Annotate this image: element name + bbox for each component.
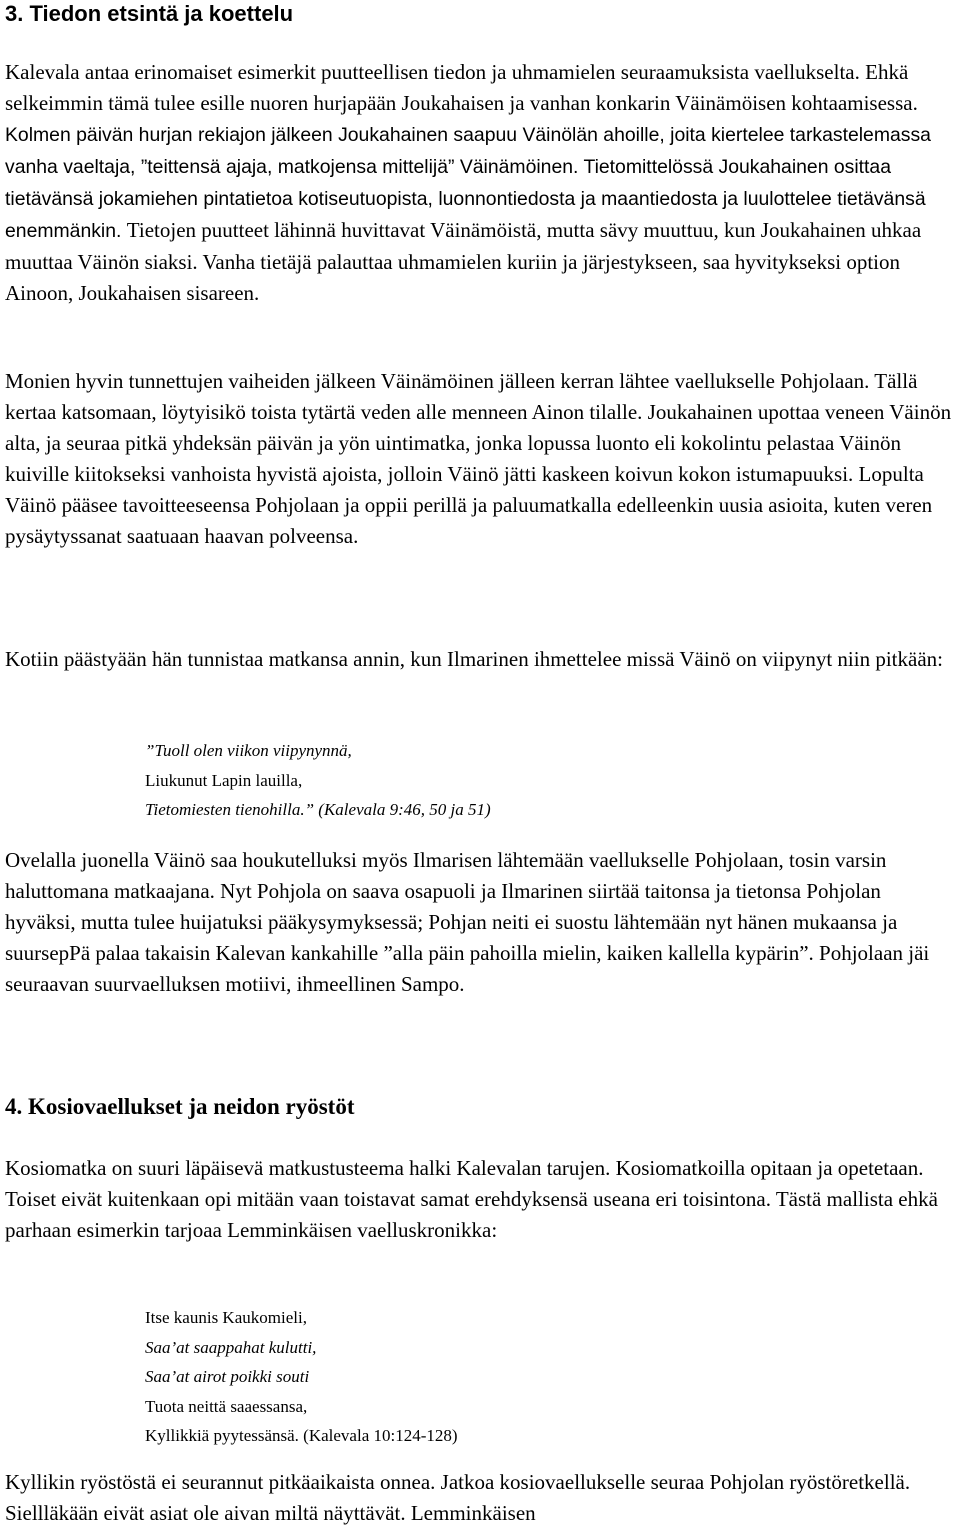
paragraph-2-text: Monien hyvin tunnettujen vaiheiden jälkeen Väinämöinen jälleen kerran lähtee vaellukselle Pohjolaan. Tällä kertaa katsomaan, löytyisikö toista tytärtä veden alle menneen Ainon tilalle. Joukahainen upottaa veneen Väinön alta, ja seuraa pitkä yhdeksän päivän ja yön uintimatka, jonka lopussa luonto eli kokolintu pelastaa Väinön kuiville kiitokseksi vanhoista hyvistä ajoista, jolloin Väinö jätti kaskeen koivun kokon istumapuuksi. Lopulta Väinö pääsee tavoitteeseensa Pohjolaan ja oppii perillä ja paluumatkalla edelleenkin uusia asioita, kuten veren pysäytyssanat saatuaan haavan polveensa. xyxy=(5,369,952,548)
paragraph-5 xyxy=(5,1153,955,1246)
verse-2-line-3: Saa’at airot poikki souti xyxy=(145,1367,310,1386)
paragraph-1-part-a: Kalevala antaa erinomaiset esimerkit puutteellisen tiedon ja uhmamielen seuraamuksista vaellukselta. Ehkä selkeimmin tämä tulee esille nuoren hurjapään Joukahaisen ja vanhan konkarin Väinämöisen kohtaamisessa. xyxy=(5,60,918,115)
paragraph-4-text: Ovelalla juonella Väinö saa houkutelluksi myös Ilmarisen lähtemään vaellukselle Pohjolaan, tosin varsin haluttomana matkaajana. Nyt Pohjola on saava osapuoli ja Ilmarinen siirtää taitonsa ja tietonsa Pohjolan hyväksi, mutta tulee huijatuksi pääkysymyksessä; Pohjan neiti ei suostu lähtemään nyt hänen mukaansa ja suursepPä palaa takaisin Kalevan kankahille ”alla päin pahoilla mielin, kaiken kallella kypärin”. Pohjolaan jäi seuraavan suurvaelluksen motiivi, ihmeellinen Sampo. xyxy=(5,848,930,996)
paragraph-6 xyxy=(5,1467,955,1529)
paragraph-3 xyxy=(5,644,955,675)
paragraph-2 xyxy=(5,366,955,552)
paragraph-6-text: Kyllikin ryöstöstä ei seurannut pitkäaikaista onnea. Jatkoa kosiovaellukselle seuraa Pohjolan ryöstöretkellä. Siellläkään eivät asiat ole aivan miltä näyttävät. Lemminkäisen xyxy=(5,1470,911,1525)
verse-1-line-2: Liukunut Lapin lauilla, xyxy=(145,770,303,790)
verse-quote-1 xyxy=(145,736,491,825)
verse-2-line-5: Kyllikkiä pyytessänsä. (Kalevala 10:124-128) xyxy=(145,1426,458,1445)
section-3-heading: 3. Tiedon etsintä ja koettelu xyxy=(5,1,294,26)
paragraph-3-text: Kotiin päästyään hän tunnistaa matkansa annin, kun Ilmarinen ihmettelee missä Väinö on viipynyt niin pitkään: xyxy=(5,647,943,671)
verse-quote-2 xyxy=(145,1303,458,1451)
paragraph-1 xyxy=(5,57,955,309)
section-4-heading: 4. Kosiovaellukset ja neidon ryöstöt xyxy=(5,1094,355,1119)
verse-1-line-1: ”Tuoll olen viikon viipynynnä, xyxy=(145,741,352,760)
verse-2-line-1: Itse kaunis Kaukomieli, xyxy=(145,1308,307,1327)
paragraph-1-part-c: Tietojen puutteet lähinnä huvittavat Väinämöistä, mutta sävy muuttuu, kun Joukahainen uhkaa muuttaa Väinön siaksi. Vanha tietäjä palauttaa uhmamielen kuriin ja järjestykseen, saa hyvitykseksi option Ainoon, Joukahaisen sisareen. xyxy=(5,218,922,305)
verse-2-line-4: Tuota neittä saaessansa, xyxy=(145,1396,308,1416)
paragraph-5-text: Kosiomatka on suuri läpäisevä matkustusteema halki Kalevalan tarujen. Kosiomatkoilla opitaan ja opetetaan. Toiset eivät kuitenkaan opi mitään vaan toistavat samat erehdyksensä useana eri toisintona. Tästä mallista ehkä parhaan esimerkin tarjoaa Lemminkäisen vaelluskronikka: xyxy=(5,1156,938,1242)
verse-2-line-2: Saa’at saappahat kulutti, xyxy=(145,1337,317,1357)
paragraph-1-part-b: Kolmen päivän hurjan rekiajon jälkeen Joukahainen saapuu Väinölän ahoille, joita kiertelee tarkastelemassa vanha vaeltaja, ”teittensä ajaja, matkojensa mittelijä” Väinämöinen. Tietomittelössä Joukahainen osittaa tietävänsä jokamiehen pintatietoa kotiseutuopista, luonnontiedosta ja maantiedosta ja luulottelee tietävänsä enemmänkin. xyxy=(5,124,931,242)
verse-1-line-3: Tietomiesten tienohilla.” (Kalevala 9:46, 50 ja 51) xyxy=(145,800,491,819)
paragraph-4 xyxy=(5,845,955,1000)
